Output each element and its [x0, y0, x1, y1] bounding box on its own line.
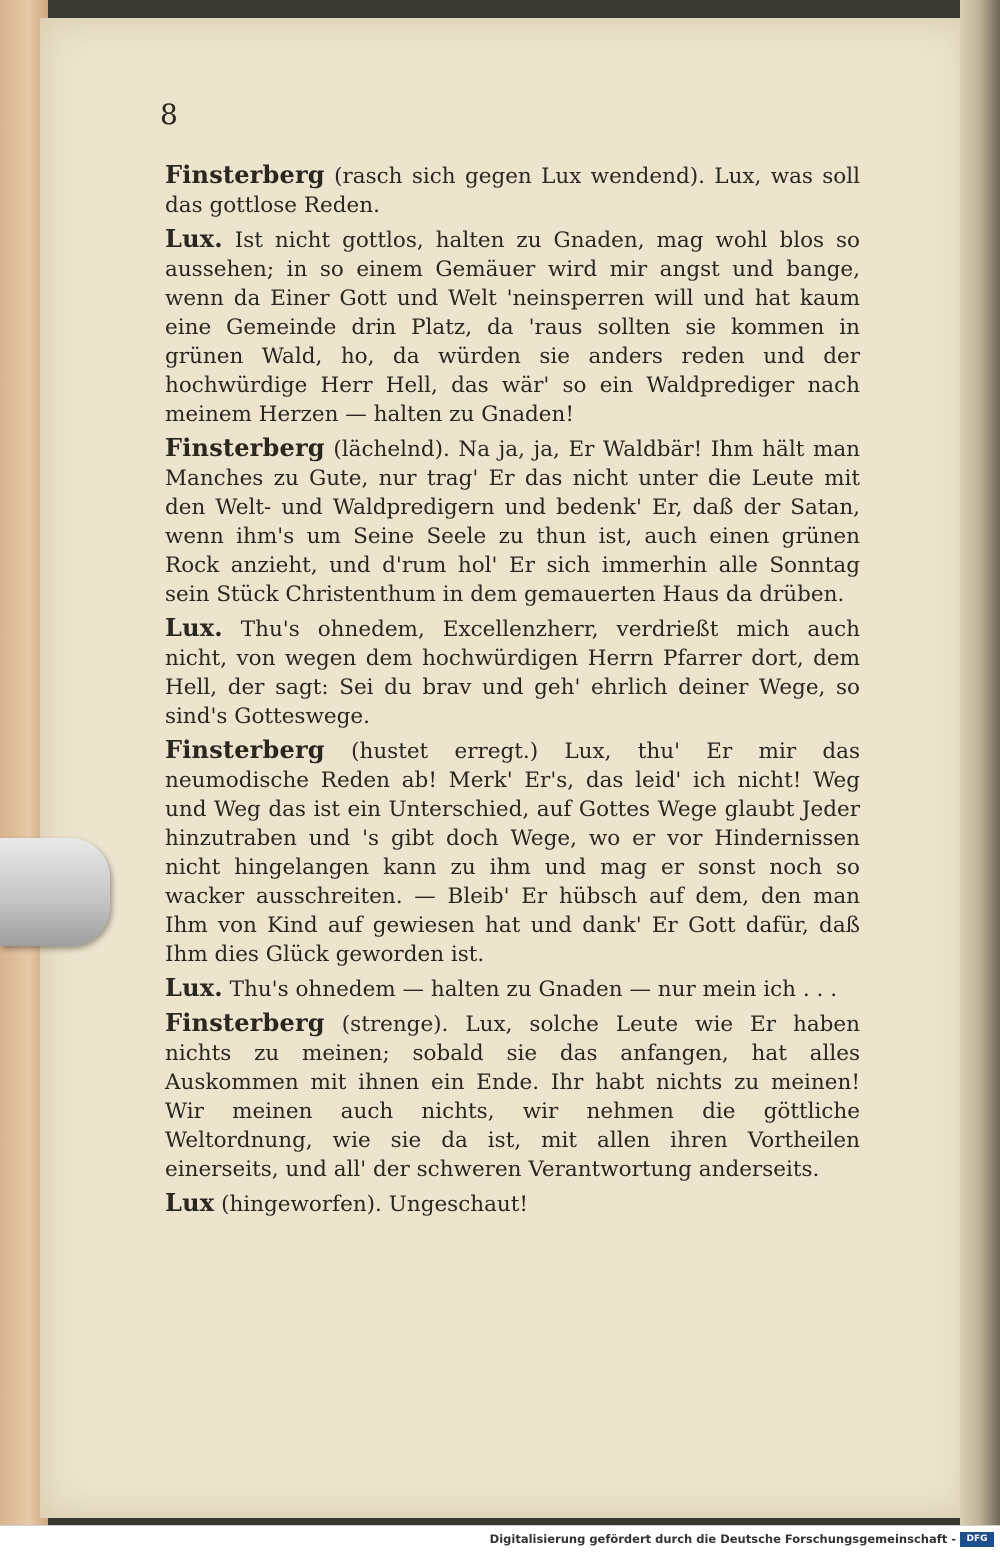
paragraph-text: Thu's ohnedem — halten zu Gnaden — nur mein ich . . .	[222, 977, 838, 1002]
footer-bar	[0, 1525, 1000, 1554]
speaker-name: Finsterberg	[165, 160, 325, 189]
paragraph-text: (hingeworfen). Ungeschaut!	[214, 1192, 529, 1217]
speaker-name: Finsterberg	[165, 433, 325, 462]
speaker-name: Lux.	[165, 613, 223, 642]
paragraph-text: (strenge). Lux, solche Leute wie Er haben nichts zu meinen; sobald sie das anfangen, hat alles Auskommen mit ihnen ein Ende. Ihr habt nichts zu meinen! Wir meinen auch nichts, wir nehmen die göttliche Weltordnung, wie sie da ist, mit allen ihren Vortheilen einerseits, und all' der schweren Verantwortung anderseits.	[165, 1012, 860, 1182]
speaker-name: Lux.	[165, 973, 223, 1002]
speaker-name: Lux	[165, 1188, 215, 1217]
page-gutter-edge	[960, 0, 1000, 1525]
speaker-name: Lux.	[165, 224, 223, 253]
paragraph-text: Ist nicht gottlos, halten zu Gnaden, mag wohl blos so aussehen; in so einem Gemäuer wird mir angst und bange, wenn da Einer Gott und Welt 'neinsperren will und hat kaum eine Gemeinde drin Platz, da 'raus sollten sie kommen in grünen Wald, ho, da würden sie anders reden und der hochwürdige Herr Hell, das wär' so ein Waldprediger nach meinem Herzen — halten zu Gnaden!	[165, 228, 860, 427]
paragraph-text: (lächelnd). Na ja, ja, Er Waldbär! Ihm hält man Manches zu Gute, nur trag' Er das nicht unter die Leute mit den Welt- und Waldpredigern und bedenk' Er, daß der Satan, wenn ihm's um Seine Seele zu thun ist, auch einen grünen Rock anzieht, und d'rum hol' Er sich immerhin alle Sonntag sein Stück Christenthum in dem gemauerten Haus da drüben.	[165, 437, 860, 607]
dfg-logo: DFG	[960, 1532, 994, 1547]
paragraph	[165, 1188, 860, 1219]
paragraph	[165, 735, 860, 969]
paragraph-text: Thu's ohnedem, Excellenzherr, verdrießt mich auch nicht, von wegen dem hochwürdigen Herrn Pfarrer dort, dem Hell, der sagt: Sei du brav und geh' ehrlich deiner Wege, so sind's Gotteswege.	[165, 617, 860, 729]
speaker-name: Finsterberg	[165, 735, 325, 764]
paragraph	[165, 973, 860, 1004]
paragraph	[165, 613, 860, 731]
page-text	[165, 160, 860, 1223]
paragraph	[165, 224, 860, 429]
page-number: 8	[160, 98, 178, 131]
paragraph	[165, 160, 860, 220]
speaker-name: Finsterberg	[165, 1008, 325, 1037]
paragraph-text: (hustet erregt.) Lux, thu' Er mir das neumodische Reden ab! Merk' Er's, das leid' ich nicht! Weg und Weg das ist ein Unterschied, auf Gottes Wege glaubt Jeder hinzutraben und 's gibt doch Wege, wo er vor Hindernissen nicht hingelangen kann zu ihm und mag er sonst noch so wacker ausschreiten. — Bleib' Er hübsch auf dem, den man Ihm von Kind auf gewiesen hat und dank' Er Gott dafür, daß Ihm dies Glück geworden ist.	[165, 739, 860, 967]
paragraph	[165, 1008, 860, 1184]
paragraph	[165, 433, 860, 609]
paragraph-text: (rasch sich gegen Lux wendend). Lux, was soll das gottlose Reden.	[165, 164, 860, 218]
page-clip	[0, 838, 110, 946]
funding-credit: Digitalisierung gefördert durch die Deutsche Forschungsgemeinschaft -	[489, 1532, 956, 1546]
